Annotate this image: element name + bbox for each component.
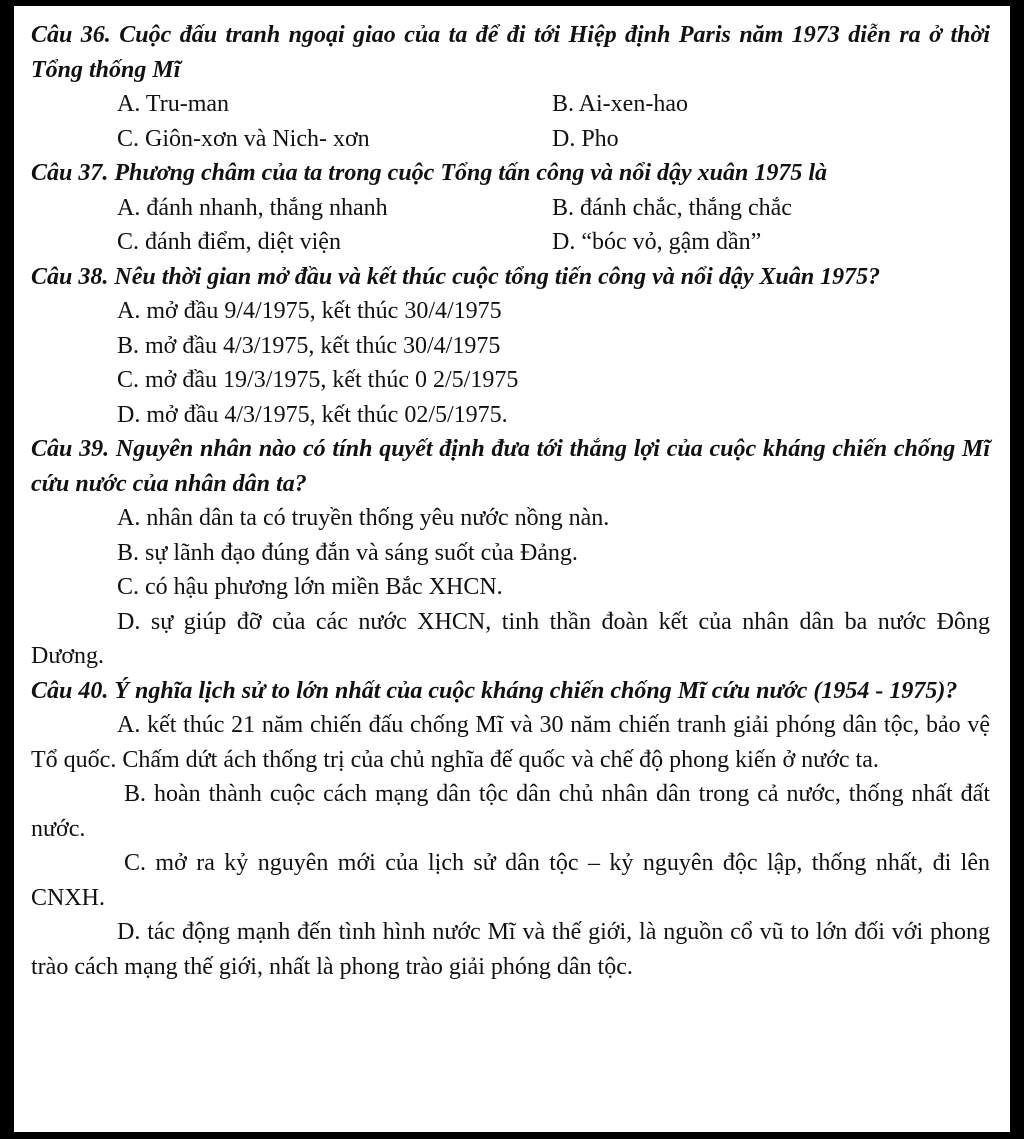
question-36-title: Câu 36. Cuộc đấu tranh ngoại giao của ta để đi tới Hiệp định Paris năm 1973 diễn ra ở thời Tổng thống Mĩ: [31, 22, 990, 83]
question-39-option-b: B. sự lãnh đạo đúng đắn và sáng suốt của Đảng.: [117, 539, 578, 566]
question-38-option-b: B. mở đầu 4/3/1975, kết thúc 30/4/1975: [117, 332, 501, 359]
question-36-options-row-1: [31, 87, 990, 122]
question-38-option-d: D. mở đầu 4/3/1975, kết thúc 02/5/1975.: [117, 401, 508, 428]
question-37-option-c: C. đánh điểm, diệt viện: [117, 229, 341, 255]
question-37-options-row-1: [31, 191, 990, 226]
question-38-title: Câu 38. Nêu thời gian mở đầu và kết thúc cuộc tổng tiến công và nổi dậy Xuân 1975?: [31, 263, 881, 290]
question-36-option-a: A. Tru-man: [117, 91, 230, 117]
question-38-option-a: A. mở đầu 9/4/1975, kết thúc 30/4/1975: [117, 298, 502, 324]
document-page: [14, 6, 1010, 1132]
question-39-option-d: D. sự giúp đỡ của các nước XHCN, tinh thần đoàn kết của nhân dân ba nước Đông Dương.: [31, 608, 990, 669]
question-40-title: Câu 40. Ý nghĩa lịch sử to lớn nhất của cuộc kháng chiến chống Mĩ cứu nước (1954 - 1975)?: [31, 677, 958, 704]
question-36-option-c: C. Giôn-xơn và Nich- xơn: [117, 125, 370, 152]
question-37-option-a: A. đánh nhanh, thắng nhanh: [117, 194, 388, 221]
question-37-options-row-2: [31, 225, 990, 260]
question-40-option-a: A. kết thúc 21 năm chiến đấu chống Mĩ và 30 năm chiến tranh giải phóng dân tộc, bảo vệ Tổ quốc. Chấm dứt ách thống trị của chủ nghĩa đế quốc và chế độ phong kiến ở nước ta.: [31, 712, 990, 773]
question-37-title: Câu 37. Phương châm của ta trong cuộc Tổng tấn công và nổi dậy xuân 1975 là: [31, 160, 828, 186]
question-36-option-b: B. Ai-xen-hao: [552, 91, 688, 117]
question-36-options-row-2: [31, 122, 990, 157]
question-37-option-d: D. “bóc vỏ, gậm dần”: [552, 229, 762, 255]
question-38-option-c: C. mở đầu 19/3/1975, kết thúc 0 2/5/1975: [117, 367, 519, 393]
question-40-option-d: D. tác động mạnh đến tình hình nước Mĩ và thế giới, là nguồn cổ vũ to lớn đối với phong trào cách mạng thế giới, nhất là phong trào giải phóng dân tộc.: [31, 919, 990, 980]
question-37-option-b: B. đánh chắc, thắng chắc: [552, 194, 792, 221]
question-40-option-c: C. mở ra kỷ nguyên mới của lịch sử dân tộc – kỷ nguyên độc lập, thống nhất, đi lên CNXH.: [31, 850, 990, 911]
question-36-option-d: D. Pho: [552, 125, 619, 152]
question-39-option-a: A. nhân dân ta có truyền thống yêu nước nồng nàn.: [117, 505, 610, 531]
question-39-option-c: C. có hậu phương lớn miền Bắc XHCN.: [117, 574, 503, 600]
question-39-title: Câu 39. Nguyên nhân nào có tính quyết định đưa tới thắng lợi của cuộc kháng chiến chống Mĩ cứu nước của nhân dân ta?: [31, 436, 990, 497]
question-40-option-b: B. hoàn thành cuộc cách mạng dân tộc dân chủ nhân dân trong cả nước, thống nhất đất nước.: [31, 781, 990, 842]
